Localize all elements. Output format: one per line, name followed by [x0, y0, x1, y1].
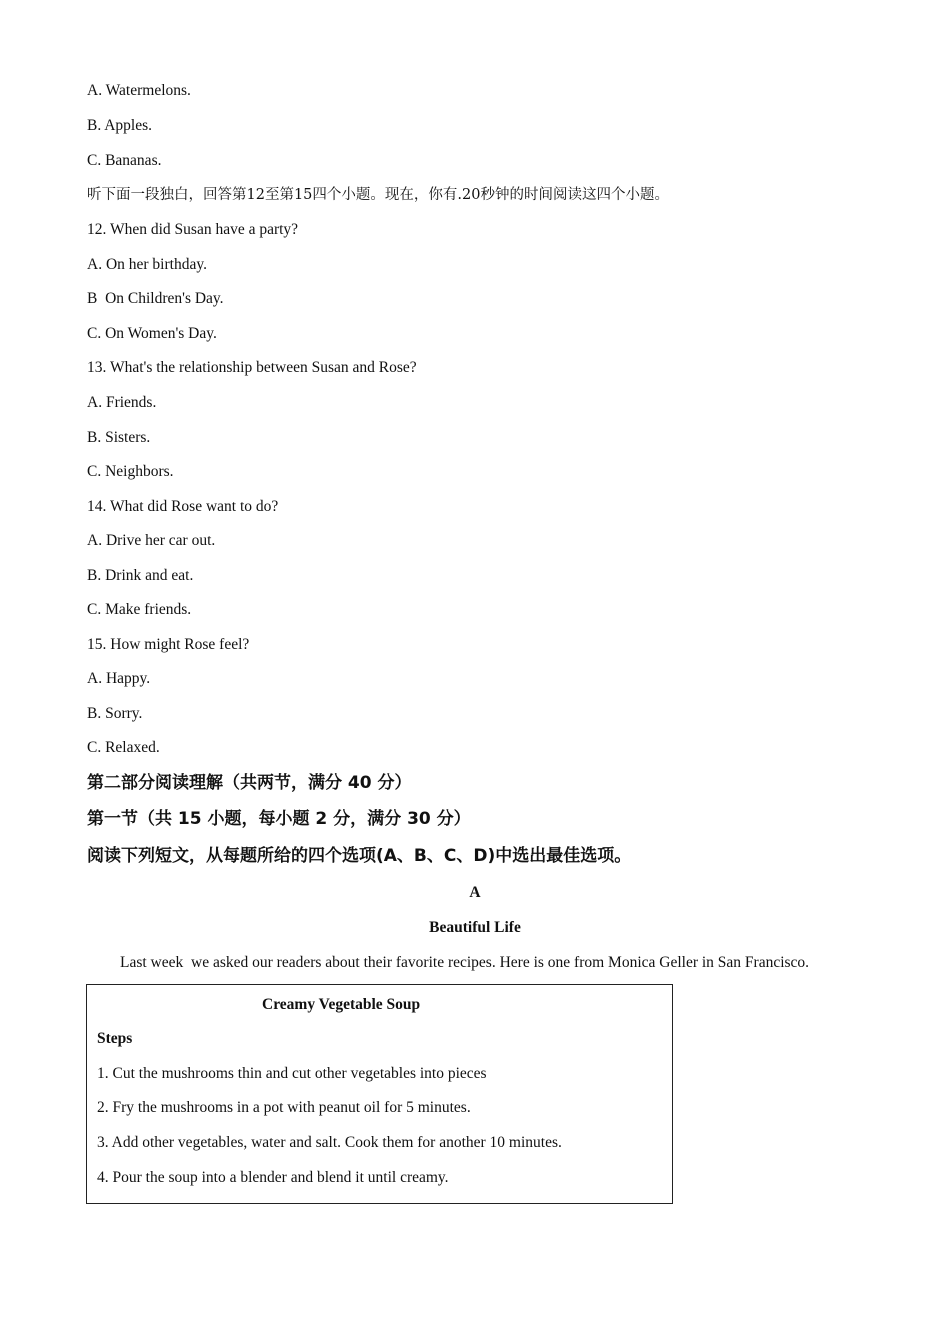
recipe-step-3: 3. Add other vegetables, water and salt. Cook them for another 10 minutes.: [97, 1134, 562, 1151]
question-14-option-b: B. Drink and eat.: [87, 567, 194, 584]
question-12-option-c: C. On Women's Day.: [87, 325, 217, 342]
q11-option-c: C. Bananas.: [87, 152, 162, 169]
part2-heading: 第二部分阅读理解（共两节，满分 40 分）: [87, 773, 412, 793]
passage-intro: Last week we asked our readers about their favorite recipes. Here is one from Monica Geller in San Francisco.: [120, 954, 810, 971]
question-14-stem: 14. What did Rose want to do?: [87, 498, 279, 515]
question-13-option-c: C. Neighbors.: [87, 463, 174, 480]
section1-heading: 第一节（共 15 小题，每小题 2 分，满分 30 分）: [87, 809, 471, 829]
question-12-option-b: B On Children's Day.: [87, 290, 224, 307]
question-13-option-a: A. Friends.: [87, 394, 157, 411]
passage-letter: A: [469, 884, 481, 901]
recipe-step-1: 1. Cut the mushrooms thin and cut other vegetables into pieces: [97, 1065, 487, 1082]
recipe-title: Creamy Vegetable Soup: [262, 996, 421, 1013]
q11-option-b: B. Apples.: [87, 117, 153, 134]
reading-instruction: 阅读下列短文，从每题所给的四个选项(A、B、C、D)中选出最佳选项。: [87, 846, 632, 866]
question-15-option-b: B. Sorry.: [87, 705, 143, 722]
question-13-stem: 13. What's the relationship between Susan and Rose?: [87, 359, 417, 376]
recipe-steps-label: Steps: [97, 1030, 133, 1047]
recipe-box: [86, 984, 673, 1204]
question-15-option-c: C. Relaxed.: [87, 739, 160, 756]
recipe-step-4: 4. Pour the soup into a blender and blend it until creamy.: [97, 1169, 449, 1186]
recipe-step-2: 2. Fry the mushrooms in a pot with peanut oil for 5 minutes.: [97, 1099, 471, 1116]
question-12-option-a: A. On her birthday.: [87, 256, 207, 273]
passage-title: Beautiful Life: [429, 919, 521, 936]
question-14-option-c: C. Make friends.: [87, 601, 192, 618]
monologue-instruction: 听下面一段独白，回答第12至第15四个小题。现在，你有.20秒钟的时间阅读这四个小题。: [87, 187, 669, 203]
q11-option-a: A. Watermelons.: [87, 82, 191, 99]
question-15-option-a: A. Happy.: [87, 670, 151, 687]
question-13-option-b: B. Sisters.: [87, 429, 151, 446]
question-14-option-a: A. Drive her car out.: [87, 532, 216, 549]
question-15-stem: 15. How might Rose feel?: [87, 636, 250, 653]
question-12-stem: 12. When did Susan have a party?: [87, 221, 299, 238]
